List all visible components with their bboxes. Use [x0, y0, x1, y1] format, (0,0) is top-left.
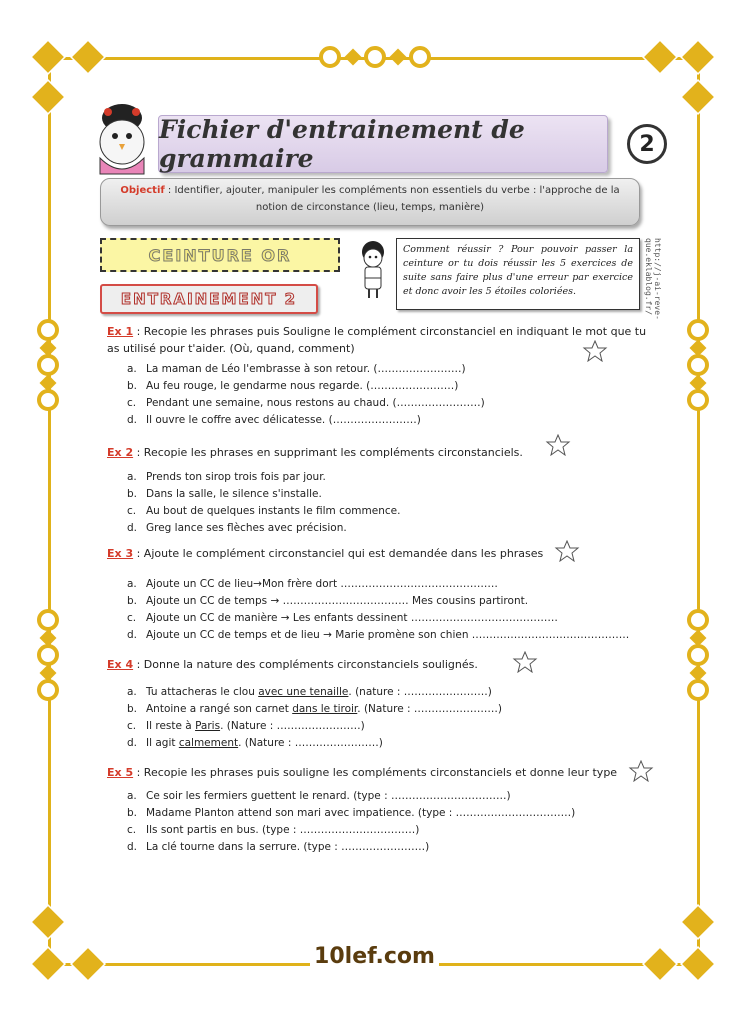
- exercise-4-list: [127, 684, 647, 752]
- exercise-2-list: [127, 469, 647, 537]
- list-item: a. La maman de Léo l'embrasse à son retour. (……………………): [127, 363, 466, 375]
- objective-label: Objectif: [120, 185, 165, 196]
- star-icon: [545, 434, 571, 456]
- list-item: a. Ajoute un CC de lieu→Mon frère dort ………………………………………: [127, 578, 498, 590]
- exercise-1-instruction: [107, 323, 647, 357]
- success-tip-box: Comment réussir ? Pour pouvoir passer la ceinture or tu dois réussir les 5 exercices de suite sans faire plus d'une erreur par exercice et donc avoir les 5 étoiles coloriées.: [396, 238, 640, 310]
- exercise-5-label: Ex 5: [107, 766, 134, 779]
- exercise-1-label: Ex 1: [107, 325, 134, 338]
- exercise-5-instruction: [107, 764, 647, 781]
- page-title: Fichier d'entrainement de grammaire: [159, 115, 525, 173]
- exercise-3-text: : Ajoute le complément circonstanciel qui est demandée dans les phrases: [136, 547, 544, 560]
- list-item: b. Au feu rouge, le gendarme nous regarde. (……………………): [127, 380, 459, 392]
- star-icon: [512, 651, 538, 673]
- list-item: a. Ce soir les fermiers guettent le renard. (type : ……………………………): [127, 790, 511, 802]
- list-item: a. Tu attacheras le clou avec une tenaille. (nature : ……………………): [127, 686, 492, 698]
- exercise-1-list: [127, 361, 647, 429]
- list-item: c. Ajoute un CC de manière → Les enfants dessinent ……………………………………: [127, 612, 558, 624]
- star-icon: [628, 760, 654, 782]
- belt-level-banner: CEINTURE OR: [100, 238, 340, 272]
- list-item: d. Il agit calmement. (Nature : ……………………): [127, 737, 383, 749]
- list-item: d. Ajoute un CC de temps et de lieu → Marie promène son chien ………………………………………: [127, 629, 630, 641]
- penguin-geisha-illustration: [88, 100, 156, 176]
- list-item: c. Au bout de quelques instants le film commence.: [127, 505, 401, 517]
- list-item: c. Il reste à Paris. (Nature : ……………………): [127, 720, 365, 732]
- exercise-5-list: [127, 788, 647, 856]
- side-url: http://j-ai-reve-que.eklablog.fr/: [644, 238, 662, 320]
- girl-figure-illustration: [356, 238, 390, 300]
- exercise-4-instruction: [107, 656, 647, 673]
- list-item: b. Antoine a rangé son carnet dans le tiroir. (Nature : ……………………): [127, 703, 502, 715]
- exercise-2-label: Ex 2: [107, 446, 134, 459]
- list-item: b. Ajoute un CC de temps → ……………………………… Mes cousins partiront.: [127, 595, 529, 607]
- list-item: d. Il ouvre le coffre avec délicatesse. (……………………): [127, 414, 421, 426]
- exercise-5-text: : Recopie les phrases puis souligne les compléments circonstanciels et donne leur type: [136, 766, 618, 779]
- exercise-4-text: : Donne la nature des compléments circonstanciels soulignés.: [136, 658, 478, 671]
- exercise-3-list: [127, 576, 647, 644]
- star-icon: [582, 340, 608, 362]
- exercise-2-text: : Recopie les phrases en supprimant les compléments circonstanciels.: [136, 446, 523, 459]
- list-item: c. Pendant une semaine, nous restons au chaud. (……………………): [127, 397, 485, 409]
- title-banner: [158, 115, 608, 173]
- list-item: b. Madame Planton attend son mari avec impatience. (type : ……………………………): [127, 807, 576, 819]
- objective-text: : Identifier, ajouter, manipuler les compléments non essentiels du verbe : l'approche de la notion de circonstance (lieu, temps, manière): [167, 185, 620, 213]
- star-icon: [554, 540, 580, 562]
- training-banner: ENTRAINEMENT 2: [100, 284, 318, 314]
- exercise-1-text: : Recopie les phrases puis Souligne le complément circonstanciel en indiquant le mot que tu as utilisé pour t'aider. (Où, quand, comment): [107, 325, 647, 355]
- sheet-number: 2: [627, 124, 667, 164]
- exercise-4-label: Ex 4: [107, 658, 134, 671]
- list-item: d. La clé tourne dans la serrure. (type : ……………………): [127, 841, 430, 853]
- list-item: d. Greg lance ses flèches avec précision.: [127, 522, 347, 534]
- list-item: b. Dans la salle, le silence s'installe.: [127, 488, 322, 500]
- list-item: a. Prends ton sirop trois fois par jour.: [127, 471, 326, 483]
- site-watermark: 10lef.com: [0, 944, 749, 969]
- objective-box: [100, 178, 640, 226]
- list-item: c. Ils sont partis en bus. (type : ……………………………): [127, 824, 420, 836]
- exercise-3-label: Ex 3: [107, 547, 134, 560]
